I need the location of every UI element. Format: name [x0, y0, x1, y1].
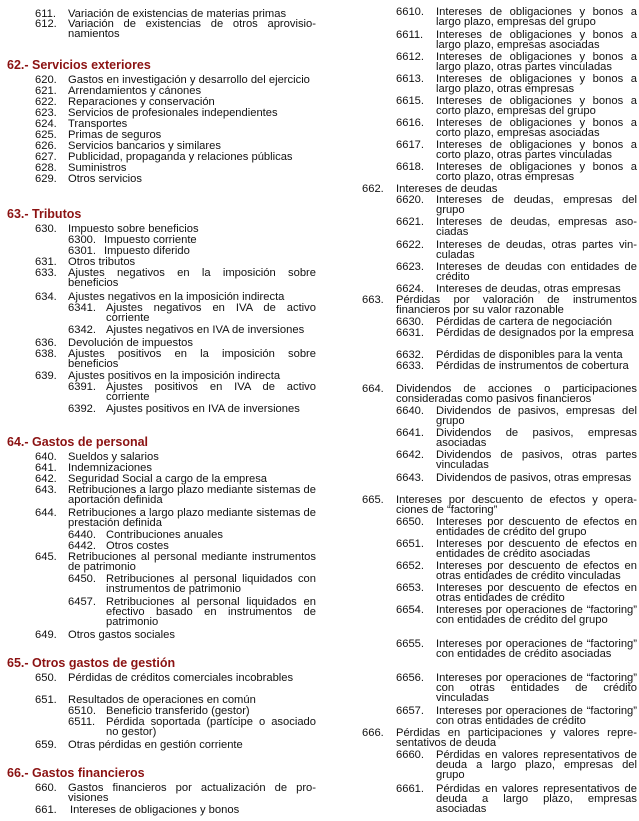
- account-description: Ajustes positivos en IVA de activo corriente: [106, 381, 316, 404]
- account-entry: [0, 292, 316, 302]
- account-description: Retribuciones al personal mediante instrumentos de patrimonio: [68, 551, 316, 574]
- account-code: 612.: [35, 18, 57, 30]
- account-entry: [0, 235, 316, 245]
- account-entry: [0, 508, 316, 528]
- account-code: 661.: [35, 804, 57, 816]
- account-code: 6623.: [396, 261, 424, 273]
- account-description: Intereses de deudas: [396, 183, 498, 195]
- account-entry: [0, 246, 316, 256]
- account-description: Ajustes positivos en IVA de inversiones: [106, 403, 300, 415]
- account-code: 622.: [35, 96, 57, 108]
- account-entry: [0, 805, 316, 815]
- account-code: 6440.: [68, 529, 96, 541]
- account-code: 662.: [362, 183, 384, 195]
- account-code: 6392.: [68, 403, 96, 415]
- account-description: Intereses de obligaciones y bonos a corto plazo, empresas del grupo: [436, 95, 637, 118]
- account-entry: [362, 384, 637, 404]
- account-description: Suministros: [68, 162, 127, 174]
- account-entry: [362, 428, 637, 448]
- account-description: Pérdidas en valores representativos de deuda a largo plazo, empresas asociadas: [436, 783, 637, 816]
- account-entry: [362, 30, 637, 50]
- account-code: 630.: [35, 223, 57, 235]
- account-code: 6624.: [396, 283, 424, 295]
- account-entry: [0, 338, 316, 348]
- account-description: Devolución de impuestos: [68, 337, 193, 349]
- account-code: 6510.: [68, 705, 96, 717]
- account-description: Intereses de obligaciones y bonos a largo plazo, otras partes vinculadas: [436, 51, 637, 74]
- account-code: 621.: [35, 85, 57, 97]
- account-entry: [0, 541, 316, 551]
- account-code: 6631.: [396, 327, 424, 339]
- account-entry: [0, 75, 316, 85]
- account-entry: [362, 118, 637, 138]
- account-entry: [0, 630, 316, 640]
- account-entry: [362, 406, 637, 426]
- account-description: Intereses por operaciones de “factoring” con otras entidades de crédito: [436, 705, 637, 728]
- account-code: 620.: [35, 74, 57, 86]
- account-description: Otros costes: [106, 540, 169, 552]
- account-code: 6615.: [396, 95, 424, 107]
- account-entry: [0, 268, 316, 288]
- account-entry: [0, 349, 316, 369]
- account-entry: [362, 184, 637, 194]
- account-code: 6300.: [68, 234, 96, 246]
- account-entry: [0, 404, 316, 414]
- account-description: Otras pérdidas en gestión corriente: [68, 739, 243, 751]
- account-description: Dividendos de acciones o participaciones consideradas como pasivos financieros: [396, 383, 637, 406]
- account-entry: [0, 325, 316, 335]
- account-description: Pérdidas de cartera de negociación: [436, 316, 613, 328]
- account-code: 6301.: [68, 245, 96, 257]
- account-code: 611.: [35, 8, 56, 20]
- account-description: Intereses por operaciones de “factoring” con otras entidades de crédito vinculadas: [436, 672, 637, 705]
- account-entry: [0, 382, 316, 402]
- account-entry: [0, 740, 316, 750]
- account-entry: [0, 141, 316, 151]
- account-description: Ajustes negativos en la imposición indirecta: [68, 291, 285, 303]
- account-entry: [0, 717, 316, 737]
- account-code: 6651.: [396, 538, 424, 550]
- account-description: Retribuciones al personal liquidados en efectivo basado en instrumentos de patrimonio: [106, 596, 316, 629]
- account-entry: [0, 163, 316, 173]
- account-code: 6442.: [68, 540, 96, 552]
- account-description: Pérdidas de designados por la empresa: [436, 327, 634, 339]
- account-description: Otros servicios: [68, 173, 142, 185]
- account-code: 6621.: [396, 216, 424, 228]
- account-description: Gastos financieros por actualización de provisiones: [68, 782, 316, 805]
- account-code: 6610.: [396, 6, 424, 18]
- account-description: Intereses de deudas, otras empresas: [436, 283, 621, 295]
- account-entry: [0, 597, 316, 628]
- account-entry: [0, 574, 316, 594]
- account-description: Ajustes positivos en la imposición sobre beneficios: [68, 348, 316, 371]
- account-code: 649.: [35, 629, 57, 641]
- account-code: 665.: [362, 494, 384, 506]
- account-description: Retribuciones al personal liquidados con instrumentos de patrimonio: [106, 573, 316, 596]
- account-code: 6617.: [396, 139, 424, 151]
- account-description: Indemnizaciones: [68, 462, 152, 474]
- section-heading: 63.- Tributos: [7, 207, 82, 221]
- account-description: Retribuciones a largo plazo mediante sistemas de aportación definida: [68, 484, 316, 507]
- account-description: Dividendos de pasivos, otras empresas: [436, 472, 632, 484]
- account-code: 634.: [35, 291, 57, 303]
- account-description: Primas de seguros: [68, 129, 162, 141]
- account-code: 631.: [35, 256, 57, 268]
- account-entry: [362, 517, 637, 537]
- account-description: Pérdidas de créditos comerciales incobrables: [68, 672, 294, 684]
- account-entry: [362, 317, 637, 327]
- account-entry: [362, 162, 637, 182]
- account-description: Intereses de obligaciones y bonos a corto plazo, otras partes vinculadas: [436, 139, 637, 162]
- account-entry: [0, 673, 316, 683]
- account-description: Intereses de deudas con entidades de crédito: [436, 261, 637, 284]
- account-description: Reparaciones y conservación: [68, 96, 215, 108]
- account-entry: [0, 257, 316, 267]
- account-entry: [362, 639, 637, 659]
- account-entry: [362, 217, 637, 237]
- account-code: 6391.: [68, 381, 96, 393]
- account-entry: [0, 97, 316, 107]
- account-code: 6632.: [396, 349, 424, 361]
- account-entry: [362, 750, 637, 781]
- account-code: 627.: [35, 151, 57, 163]
- account-code: 6342.: [68, 324, 96, 336]
- account-entry: [362, 673, 637, 704]
- account-entry: [0, 303, 316, 323]
- account-description: Beneficio transferido (gestor): [106, 705, 250, 717]
- account-entry: [0, 108, 316, 118]
- account-entry: [362, 262, 637, 282]
- account-description: Intereses por operaciones de “factoring” con entidades de crédito asociadas: [436, 638, 637, 661]
- account-description: Impuesto corriente: [104, 234, 197, 246]
- account-entry: [362, 328, 637, 338]
- account-description: Arrendamientos y cánones: [68, 85, 202, 97]
- account-description: Ajustes negativos en IVA de activo corriente: [106, 302, 316, 325]
- account-description: Intereses de obligaciones y bonos a largo plazo, empresas del grupo: [436, 6, 637, 29]
- account-entry: [0, 706, 316, 716]
- account-description: Ajustes negativos en la imposición sobre beneficios: [68, 267, 316, 290]
- account-entry: [362, 350, 637, 360]
- account-code: 626.: [35, 140, 57, 152]
- account-code: 6654.: [396, 604, 424, 616]
- account-code: 6450.: [68, 573, 96, 585]
- account-entry: [0, 224, 316, 234]
- account-code: 633.: [35, 267, 57, 279]
- account-entry: [362, 473, 637, 483]
- account-code: 639.: [35, 370, 57, 382]
- section-heading: 64.- Gastos de personal: [7, 435, 149, 449]
- account-description: Resultados de operaciones en común: [68, 694, 256, 706]
- account-code: 651.: [35, 694, 57, 706]
- account-code: 6618.: [396, 161, 424, 173]
- account-description: Pérdidas en valores representativos de deuda a largo plazo, empresas del grupo: [436, 749, 637, 782]
- account-code: 6341.: [68, 302, 96, 314]
- account-description: Intereses por descuento de efectos en entidades de crédito asociadas: [436, 538, 637, 561]
- account-entry: [362, 605, 637, 625]
- account-entry: [0, 463, 316, 473]
- account-description: Retribuciones a largo plazo mediante sistemas de prestación definida: [68, 507, 316, 530]
- account-description: Intereses de obligaciones y bonos a corto plazo, otras empresas: [436, 161, 637, 184]
- account-description: Pérdidas por valoración de instrumentos financieros por su valor razonable: [396, 294, 637, 317]
- account-description: Dividendos de pasivos, empresas asociadas: [436, 427, 637, 450]
- account-entry: [0, 452, 316, 462]
- account-code: 6652.: [396, 560, 424, 572]
- account-entry: [0, 152, 316, 162]
- account-entry: [362, 240, 637, 260]
- section-heading: 62.- Servicios exteriores: [7, 58, 151, 72]
- account-code: 6660.: [396, 749, 424, 761]
- account-description: Otros tributos: [68, 256, 136, 268]
- account-entry: [362, 361, 637, 371]
- account-entry: [362, 195, 637, 215]
- account-entry: [0, 474, 316, 484]
- account-entry: [0, 783, 316, 803]
- account-description: Intereses por descuento de efectos y operaciones de “factoring”: [396, 494, 637, 517]
- account-description: Intereses de deudas, otras partes vinculadas: [436, 239, 637, 262]
- account-code: 664.: [362, 383, 384, 395]
- account-description: Intereses de deudas, empresas asociadas: [436, 216, 637, 239]
- account-description: Impuesto sobre beneficios: [68, 223, 199, 235]
- account-description: Gastos en investigación y desarrollo del ejercicio: [68, 74, 310, 86]
- account-code: 645.: [35, 551, 57, 563]
- account-description: Intereses de obligaciones y bonos a largo plazo, empresas asociadas: [436, 29, 637, 52]
- account-code: 638.: [35, 348, 57, 360]
- account-entry: [0, 485, 316, 505]
- section-heading: 66.- Gastos financieros: [7, 766, 145, 780]
- account-entry: [0, 130, 316, 140]
- account-code: 6641.: [396, 427, 424, 439]
- account-description: Otros gastos sociales: [68, 629, 175, 641]
- account-code: 642.: [35, 473, 57, 485]
- account-code: 628.: [35, 162, 57, 174]
- account-description: Intereses por descuento de efectos en entidades de crédito del grupo: [436, 516, 637, 539]
- account-code: 6653.: [396, 582, 424, 594]
- account-description: Pérdida soportada (partícipe o asociado no gestor): [106, 716, 316, 739]
- account-entry: [362, 784, 637, 815]
- account-description: Servicios bancarios y similares: [68, 140, 221, 152]
- account-description: Servicios de profesionales independientes: [68, 107, 278, 119]
- account-entry: [0, 695, 316, 705]
- account-description: Impuesto diferido: [104, 245, 190, 257]
- account-description: Pérdidas en participaciones y valores representativos de deuda: [396, 727, 637, 750]
- account-code: 6656.: [396, 672, 424, 684]
- account-entry: [362, 495, 637, 515]
- account-entry: [362, 561, 637, 581]
- account-code: 623.: [35, 107, 57, 119]
- account-code: 624.: [35, 118, 57, 130]
- account-code: 6612.: [396, 51, 424, 63]
- account-entry: [0, 86, 316, 96]
- account-code: 629.: [35, 173, 57, 185]
- account-description: Intereses por operaciones de “factoring” con entidades de crédito del grupo: [436, 604, 637, 627]
- account-entry: [0, 119, 316, 129]
- account-description: Dividendos de pasivos, otras partes vinculadas: [436, 449, 637, 472]
- account-entry: [0, 530, 316, 540]
- account-description: Variación de existencias de materias primas: [68, 8, 287, 20]
- account-code: 6630.: [396, 316, 424, 328]
- account-code: 643.: [35, 484, 57, 496]
- account-entry: [0, 552, 316, 572]
- account-code: 6616.: [396, 117, 424, 129]
- account-code: 625.: [35, 129, 57, 141]
- account-code: 6643.: [396, 472, 424, 484]
- account-code: 6657.: [396, 705, 424, 717]
- account-entry: [362, 7, 637, 27]
- account-entry: [0, 371, 316, 381]
- account-entry: [362, 450, 637, 470]
- account-code: 659.: [35, 739, 57, 751]
- account-entry: [362, 706, 637, 726]
- account-code: 6650.: [396, 516, 424, 528]
- account-code: 6457.: [68, 596, 96, 608]
- account-description: Transportes: [68, 118, 128, 130]
- account-description: Seguridad Social a cargo de la empresa: [68, 473, 268, 485]
- account-code: 6622.: [396, 239, 424, 251]
- account-entry: [362, 583, 637, 603]
- account-entry: [362, 284, 637, 294]
- account-description: Pérdidas de instrumentos de cobertura: [436, 360, 629, 372]
- account-description: Intereses de obligaciones y bonos: [70, 804, 240, 816]
- account-code: 641.: [35, 462, 57, 474]
- account-description: Intereses de deudas, empresas del grupo: [436, 194, 637, 217]
- account-entry: [0, 19, 316, 39]
- account-code: 650.: [35, 672, 57, 684]
- account-description: Ajustes positivos en la imposición indirecta: [68, 370, 281, 382]
- account-description: Publicidad, propaganda y relaciones públicas: [68, 151, 293, 163]
- account-entry: [362, 96, 637, 116]
- account-description: Ajustes negativos en IVA de inversiones: [106, 324, 305, 336]
- account-description: Dividendos de pasivos, empresas del grupo: [436, 405, 637, 428]
- account-code: 640.: [35, 451, 57, 463]
- section-heading: 65.- Otros gastos de gestión: [7, 656, 176, 670]
- account-code: 6640.: [396, 405, 424, 417]
- account-description: Intereses por descuento de efectos en otras entidades de crédito vinculadas: [436, 560, 637, 583]
- account-code: 6620.: [396, 194, 424, 206]
- account-entry: [362, 52, 637, 72]
- account-code: 6633.: [396, 360, 424, 372]
- account-entry: [362, 140, 637, 160]
- account-code: 6511.: [68, 716, 96, 728]
- account-entry: [362, 728, 637, 748]
- account-description: Intereses de obligaciones y bonos a corto plazo, empresas asociadas: [436, 117, 637, 140]
- account-entry: [362, 539, 637, 559]
- account-code: 660.: [35, 782, 57, 794]
- account-code: 6655.: [396, 638, 424, 650]
- account-code: 6661.: [396, 783, 424, 795]
- account-code: 663.: [362, 294, 384, 306]
- account-description: Sueldos y salarios: [68, 451, 159, 463]
- account-description: Intereses por descuento de efectos en otras entidades de crédito: [436, 582, 637, 605]
- account-description: Pérdidas de disponibles para la venta: [436, 349, 623, 361]
- account-description: Contribuciones anuales: [106, 529, 223, 541]
- account-description: Intereses de obligaciones y bonos a largo plazo, otras empresas: [436, 73, 637, 96]
- account-code: 636.: [35, 337, 57, 349]
- account-entry: [0, 174, 316, 184]
- account-code: 6642.: [396, 449, 424, 461]
- account-description: Variación de existencias de otros aprovisionamientos: [68, 18, 316, 41]
- account-code: 644.: [35, 507, 57, 519]
- account-code: 666.: [362, 727, 384, 739]
- account-entry: [362, 74, 637, 94]
- account-entry: [362, 295, 637, 315]
- account-code: 6611.: [396, 29, 424, 41]
- account-code: 6613.: [396, 73, 424, 85]
